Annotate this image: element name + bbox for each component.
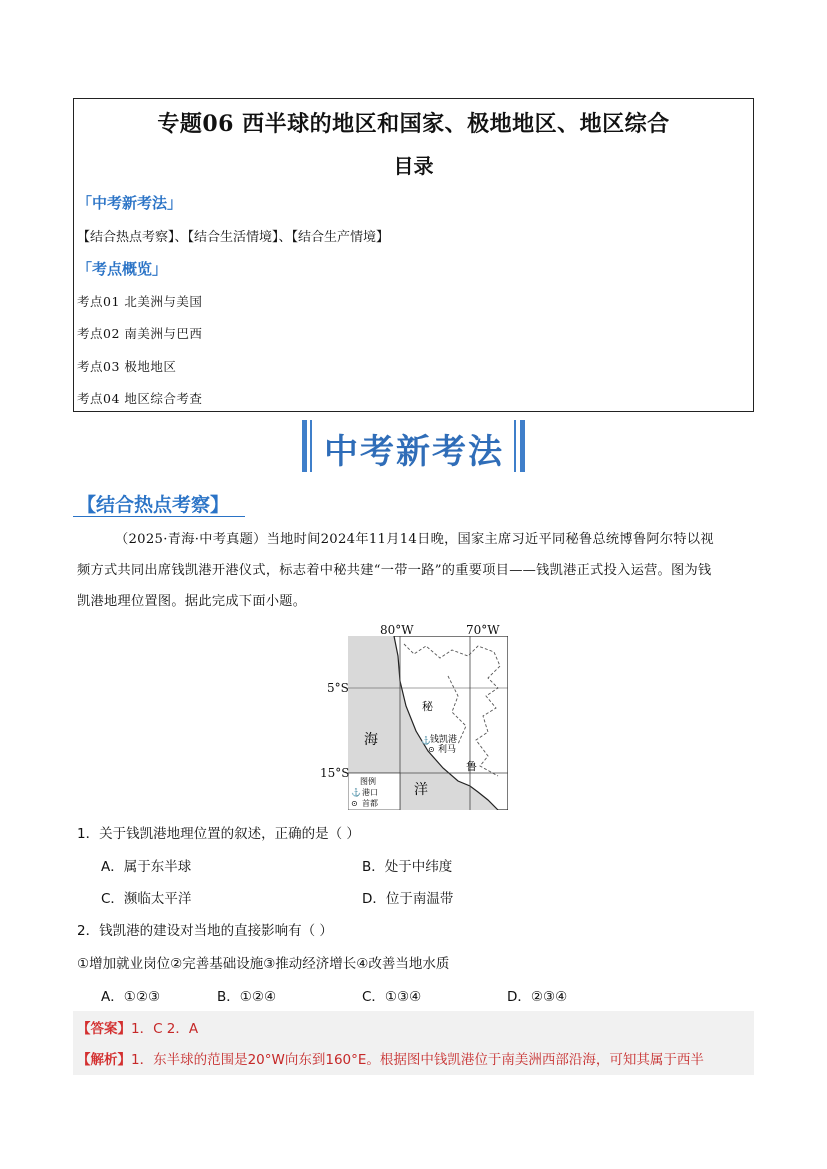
legend-capital-label: 首都: [362, 799, 378, 808]
legend-capital-icon: ⊙: [351, 799, 358, 808]
toc-heading: 目录: [393, 154, 434, 178]
q1-option-c[interactable]: C．濒临太平洋: [101, 891, 192, 907]
q2-items: ①增加就业岗位②完善基础设施③推动经济增长④改善当地水质: [77, 956, 450, 972]
label-5s: 5°S: [327, 681, 349, 695]
country-label-1: 秘: [422, 700, 433, 713]
q2-option-d[interactable]: D．②③④: [507, 989, 568, 1005]
q1-stem: 1．关于钱凯港地理位置的叙述，正确的是（ ）: [77, 826, 360, 842]
legend-port-icon: ⚓: [351, 788, 361, 797]
legend-title: 图例: [360, 777, 376, 786]
q2-option-b[interactable]: B．①②④: [217, 989, 277, 1005]
toc-point-3[interactable]: 考点03 极地地区: [77, 359, 177, 374]
banner-text: 中考新考法: [324, 432, 504, 472]
port-icon: ⚓: [421, 736, 431, 745]
answer-tag: 【答案】: [77, 1021, 131, 1037]
document-title: 专题06 西半球的地区和国家、极地地区、地区综合: [157, 111, 670, 137]
analysis-text: 1．东半球的范围是20°W向东到160°E。根据图中钱凯港位于南美洲西部沿海，可知其属于西半: [131, 1052, 704, 1068]
q2-option-c[interactable]: C．①③④: [362, 989, 422, 1005]
section-underline: [73, 516, 245, 517]
q1-option-a[interactable]: A．属于东半球: [101, 859, 192, 875]
analysis-line: [77, 1048, 752, 1068]
banner-left-thin-bar: [310, 420, 312, 472]
sea-label-2: 洋: [414, 782, 428, 798]
label-80w: 80°W: [380, 623, 414, 637]
location-map: [348, 636, 508, 810]
q1-option-b[interactable]: B．处于中纬度: [362, 859, 453, 875]
answer-line: [77, 1017, 198, 1037]
toc-point-1[interactable]: 考点01 北美洲与美国: [77, 294, 203, 309]
port-label: 钱凯港: [430, 735, 458, 745]
banner-right-bar: [520, 420, 525, 472]
toc-point-4[interactable]: 考点04 地区综合考查: [77, 391, 203, 406]
country-label-2: 鲁: [466, 760, 477, 773]
legend-port-label: 港口: [362, 788, 378, 797]
capital-label: 利马: [438, 745, 457, 755]
toc-overview-label: 「考点概览」: [77, 260, 168, 278]
passage-line-2: 频方式共同出席钱凯港开港仪式，标志着中秘共建“一带一路”的重要项目——钱凯港正式投入运营。图为钱: [77, 563, 712, 578]
toc-situations: 【结合热点考察】、【结合生活情境】、【结合生产情境】: [77, 230, 390, 245]
banner-right-thin-bar: [514, 420, 516, 472]
answer-text: 1．C 2．A: [131, 1021, 199, 1037]
label-15s: 15°S: [320, 766, 350, 780]
sea-label-1: 海: [364, 732, 378, 748]
section-heading: 【结合热点考察】: [77, 494, 230, 516]
banner: [302, 420, 526, 472]
toc-point-2[interactable]: 考点02 南美洲与巴西: [77, 326, 203, 341]
label-70w: 70°W: [466, 623, 500, 637]
capital-icon: ⊙: [428, 745, 435, 754]
q2-stem: 2．钱凯港的建设对当地的直接影响有（ ）: [77, 923, 333, 939]
toc-new-method-label: 「中考新考法」: [77, 194, 183, 212]
banner-left-bar: [302, 420, 307, 472]
q1-option-d[interactable]: D．位于南温带: [362, 891, 454, 907]
analysis-tag: 【解析】: [77, 1052, 131, 1068]
passage-line-1: （2025·青海·中考真题）当地时间2024年11月14日晚，国家主席习近平同秘鲁总统博鲁阿尔特以视: [115, 532, 714, 547]
q2-option-a[interactable]: A．①②③: [101, 989, 161, 1005]
passage-line-3: 凯港地理位置图。据此完成下面小题。: [77, 594, 307, 609]
